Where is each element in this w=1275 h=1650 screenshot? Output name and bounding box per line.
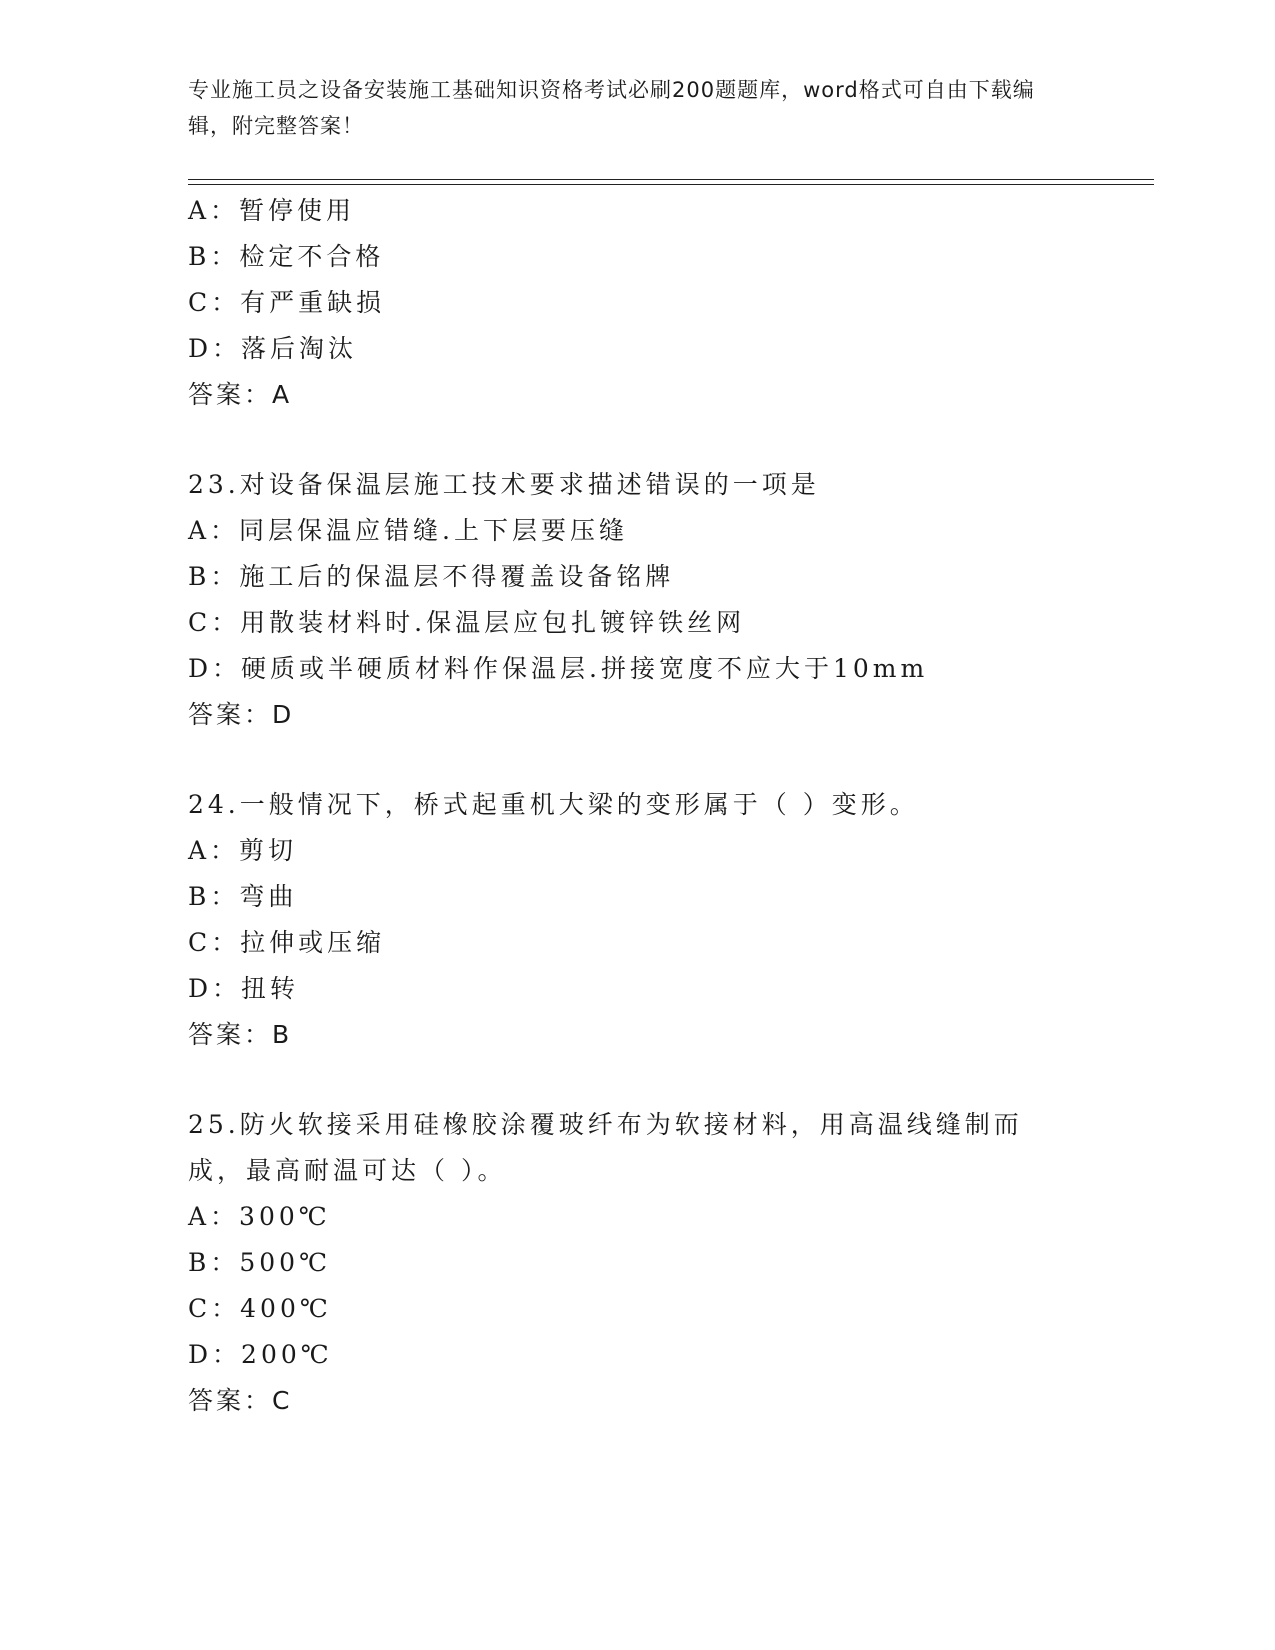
answer-line: 答案：D — [188, 700, 295, 729]
option-c: C：用散装材料时.保温层应包扎镀锌铁丝网 — [188, 608, 746, 637]
answer-line: 答案：C — [188, 1386, 293, 1415]
option-d: D：落后淘汰 — [188, 334, 358, 363]
header-rule-top — [188, 179, 1154, 180]
option-b: B：施工后的保温层不得覆盖设备铭牌 — [188, 562, 675, 591]
option-a: A：剪切 — [188, 836, 298, 865]
question-list — [188, 188, 1154, 1424]
question-23 — [188, 462, 1154, 738]
document-header: 专业施工员之设备安装施工基础知识资格考试必刷200题题库，word格式可自由下载编辑，附完整答案！ — [188, 78, 1035, 138]
question-stem: 24.一般情况下，桥式起重机大梁的变形属于（ ）变形。 — [188, 790, 919, 819]
question-stem: 25.防火软接采用硅橡胶涂覆玻纤布为软接材料，用高温线缝制而成，最高耐温可达（ ）。 — [188, 1110, 1023, 1185]
question-22-continued — [188, 188, 1154, 418]
option-a: A：300℃ — [188, 1202, 331, 1231]
option-d: D：200℃ — [188, 1340, 333, 1369]
answer-line: 答案：B — [188, 1020, 293, 1049]
question-25 — [188, 1102, 1154, 1424]
question-stem: 23.对设备保温层施工技术要求描述错误的一项是 — [188, 470, 820, 499]
option-b: B：弯曲 — [188, 882, 298, 911]
option-c: C：拉伸或压缩 — [188, 928, 386, 957]
option-c: C：400℃ — [188, 1294, 332, 1323]
option-b: B：检定不合格 — [188, 242, 385, 271]
option-c: C：有严重缺损 — [188, 288, 386, 317]
option-d: D：扭转 — [188, 974, 300, 1003]
header-rule-bottom — [188, 184, 1154, 185]
option-a: A：同层保温应错缝.上下层要压缝 — [188, 516, 629, 545]
question-24 — [188, 782, 1154, 1058]
answer-line: 答案：A — [188, 380, 293, 409]
option-b: B：500℃ — [188, 1248, 332, 1277]
option-d: D：硬质或半硬质材料作保温层.拼接宽度不应大于10mm — [188, 654, 929, 683]
option-a: A：暂停使用 — [188, 196, 356, 225]
